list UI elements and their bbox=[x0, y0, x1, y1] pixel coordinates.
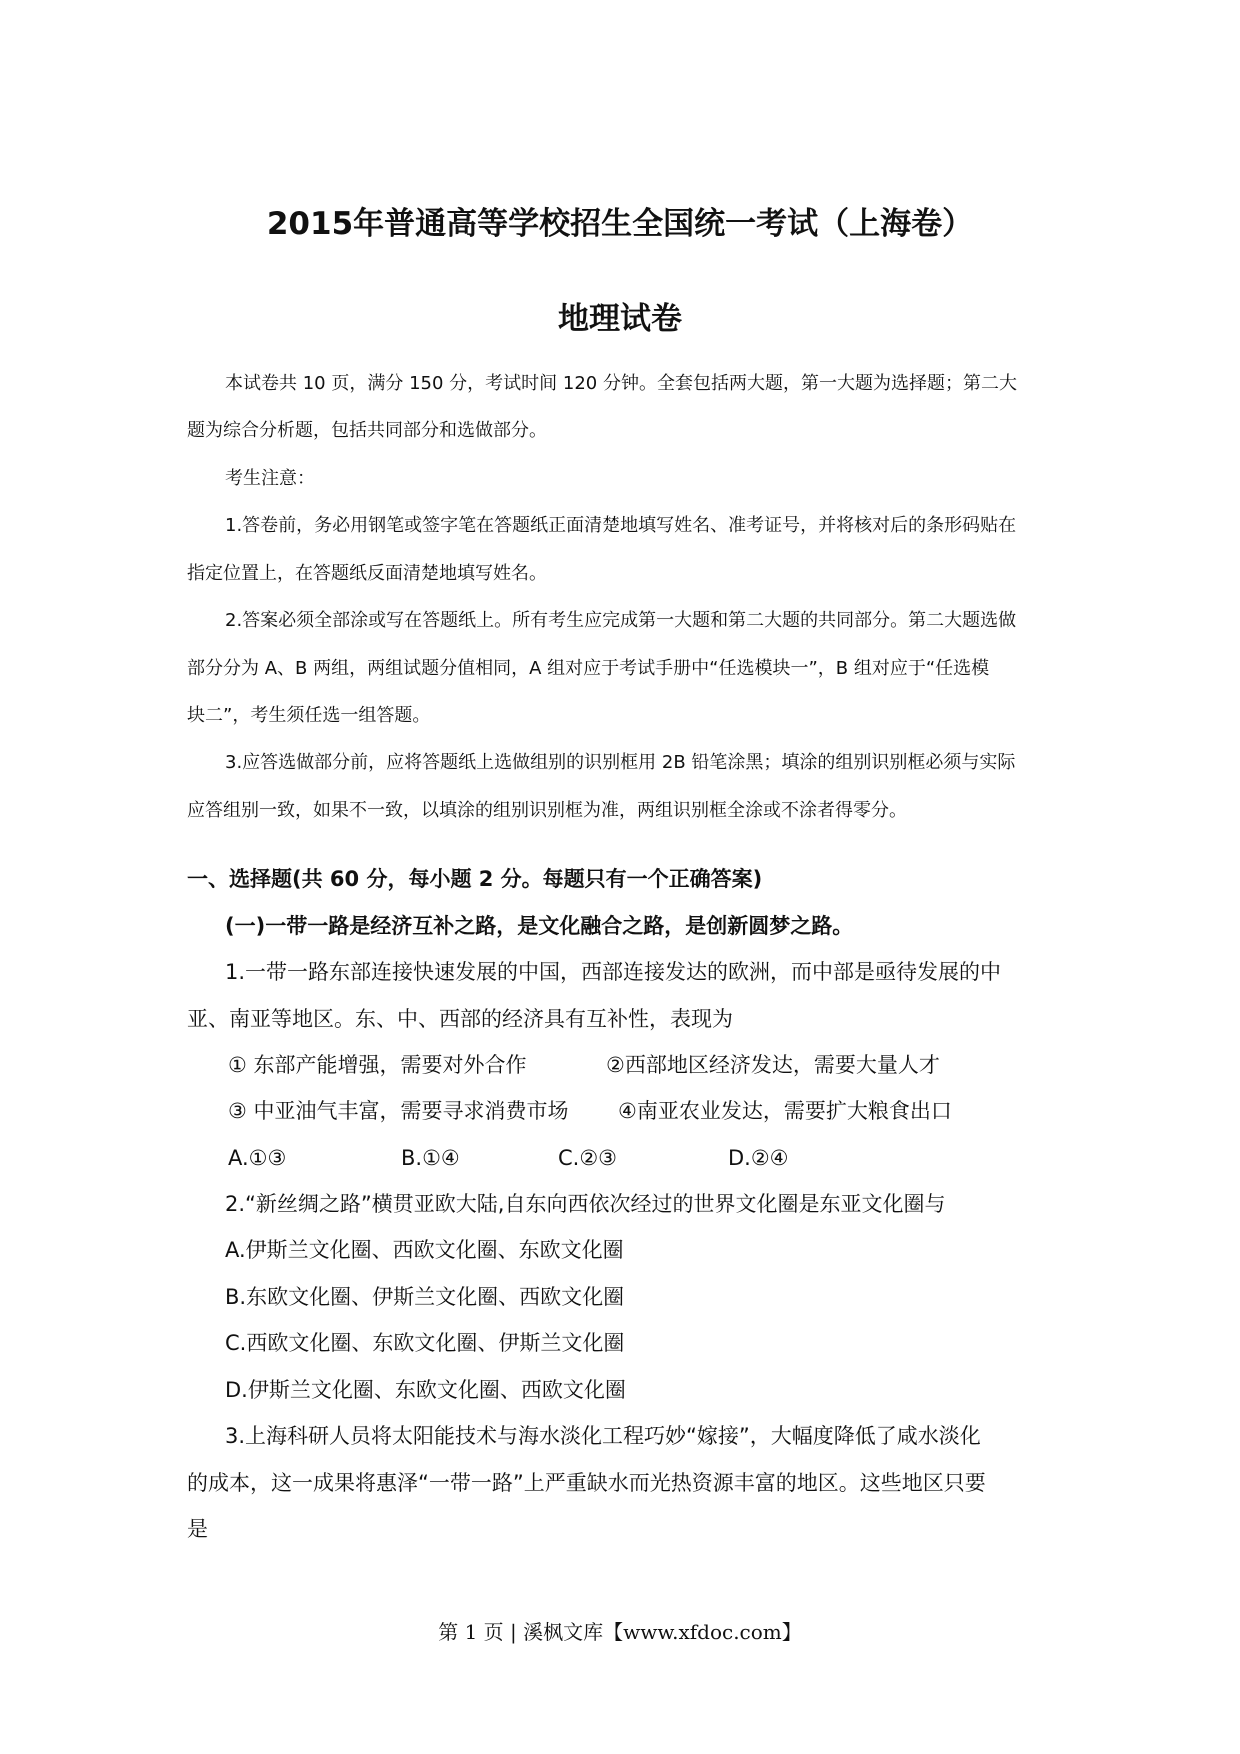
q1-stem-line-1: 1.一带一路东部连接快速发展的中国，西部连接发达的欧洲，而中部是亟待发展的中 bbox=[225, 960, 1002, 984]
q1-statement-3: ③ 中亚油气丰富，需要寻求消费市场 bbox=[228, 1099, 569, 1123]
notice-heading: 考生注意： bbox=[225, 468, 315, 489]
group-heading: (一)一带一路是经济互补之路，是文化融合之路，是创新圆梦之路。 bbox=[225, 914, 854, 938]
notice-2-line-2: 部分分为 A、B 两组，两组试题分值相同，A 组对应于考试手册中“任选模块一”，B 组对应于“任选模 bbox=[187, 658, 990, 679]
notice-1-line-2: 指定位置上，在答题纸反面清楚地填写姓名。 bbox=[187, 563, 547, 584]
q1-stem-line-2: 亚、南亚等地区。东、中、西部的经济具有互补性，表现为 bbox=[187, 1007, 733, 1031]
exam-title: 2015年普通高等学校招生全国统一考试（上海卷） bbox=[266, 206, 974, 242]
section-heading: 一、选择题(共 60 分，每小题 2 分。每题只有一个正确答案) bbox=[187, 867, 763, 891]
q2-option-c: C.西欧文化圈、东欧文化圈、伊斯兰文化圈 bbox=[225, 1331, 625, 1355]
intro-line-1: 本试卷共 10 页，满分 150 分，考试时间 120 分钟。全套包括两大题，第一大题为选择题；第二大 bbox=[225, 373, 1017, 394]
notice-3-line-1: 3.应答选做部分前，应将答题纸上选做组别的识别框用 2B 铅笔涂黑；填涂的组别识别框必须与实际 bbox=[225, 752, 1016, 773]
q1-statement-2: ②西部地区经济发达，需要大量人才 bbox=[606, 1053, 940, 1077]
q1-statement-4: ④南亚农业发达，需要扩大粮食出口 bbox=[618, 1099, 952, 1123]
q1-option-d: D.②④ bbox=[728, 1146, 789, 1170]
q3-stem-line-3: 是 bbox=[187, 1517, 208, 1541]
q3-stem-line-2: 的成本，这一成果将惠泽“一带一路”上严重缺水而光热资源丰富的地区。这些地区只要 bbox=[187, 1471, 986, 1495]
q2-option-a: A.伊斯兰文化圈、西欧文化圈、东欧文化圈 bbox=[225, 1238, 624, 1262]
page-footer: 第 1 页 | 溪枫文库【www.xfdoc.com】 bbox=[438, 1620, 802, 1644]
q1-option-b: B.①④ bbox=[401, 1146, 460, 1170]
q3-stem-line-1: 3.上海科研人员将太阳能技术与海水淡化工程巧妙“嫁接”，大幅度降低了咸水淡化 bbox=[225, 1424, 981, 1448]
notice-2-line-3: 块二”，考生须任选一组答题。 bbox=[187, 705, 431, 726]
notice-1-line-1: 1.答卷前，务必用钢笔或签字笔在答题纸正面清楚地填写姓名、准考证号，并将核对后的条形码贴在 bbox=[225, 515, 1017, 536]
notice-3-line-2: 应答组别一致，如果不一致，以填涂的组别识别框为准，两组识别框全涂或不涂者得零分。 bbox=[187, 800, 907, 821]
q2-stem: 2.“新丝绸之路”横贯亚欧大陆,自东向西依次经过的世界文化圈是东亚文化圈与 bbox=[225, 1192, 946, 1216]
q1-option-c: C.②③ bbox=[558, 1146, 617, 1170]
q2-option-b: B.东欧文化圈、伊斯兰文化圈、西欧文化圈 bbox=[225, 1285, 625, 1309]
intro-line-2: 题为综合分析题，包括共同部分和选做部分。 bbox=[187, 420, 547, 441]
exam-subtitle: 地理试卷 bbox=[558, 301, 682, 337]
q1-option-a: A.①③ bbox=[228, 1146, 287, 1170]
notice-2-line-1: 2.答案必须全部涂或写在答题纸上。所有考生应完成第一大题和第二大题的共同部分。第二大题选做 bbox=[225, 610, 1017, 631]
q1-statement-1: ① 东部产能增强，需要对外合作 bbox=[228, 1053, 527, 1077]
q2-option-d: D.伊斯兰文化圈、东欧文化圈、西欧文化圈 bbox=[225, 1378, 626, 1402]
